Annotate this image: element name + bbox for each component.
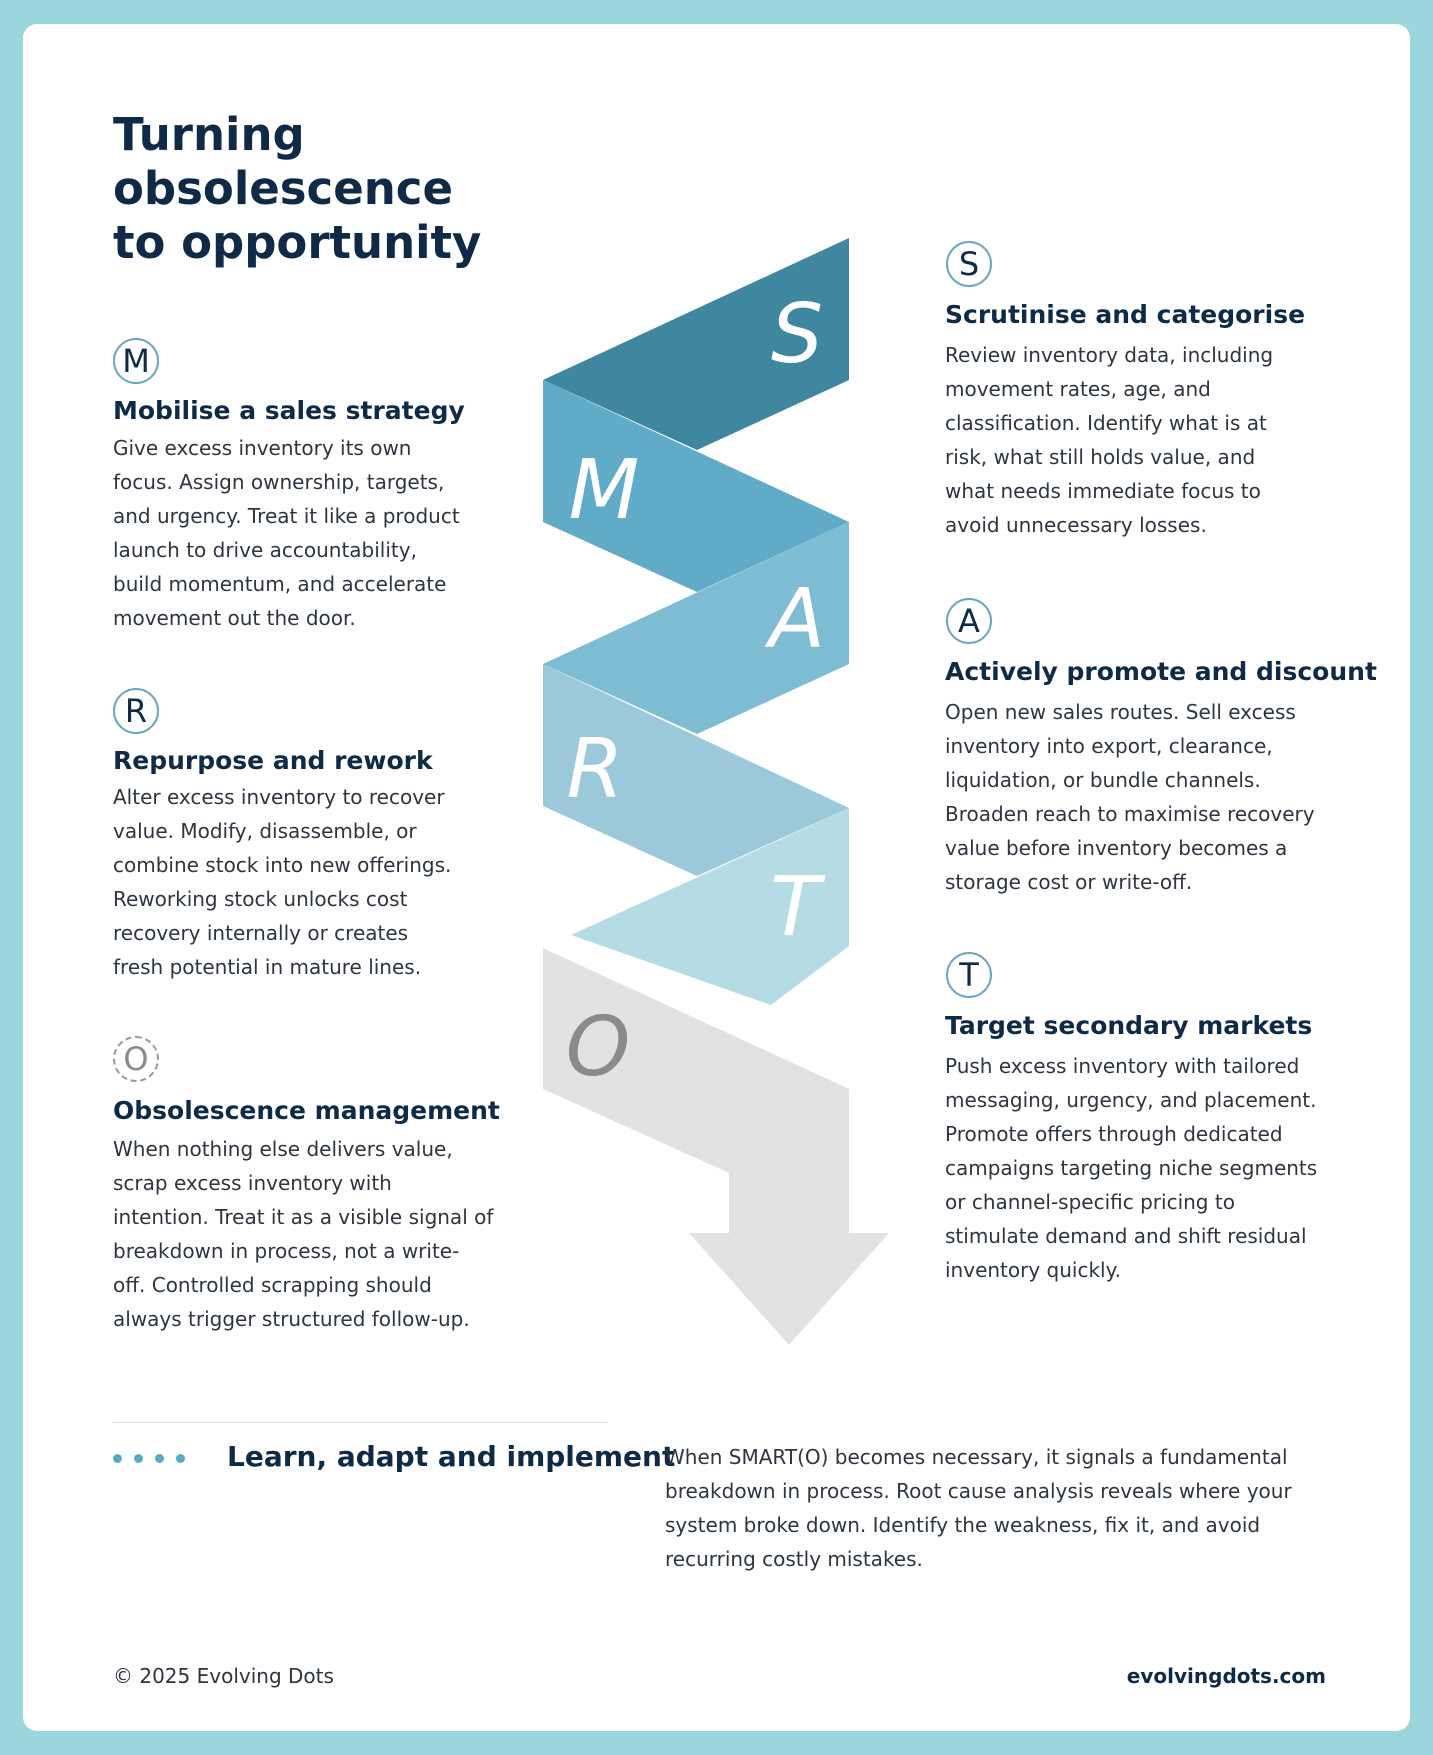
section-body-target-secondary: Push excess inventory with tailored messaging, urgency, and placement. Promote offers through dedicated campaigns targeting niche segments or channel-specific pricing to stimulate demand and shift residual inventory quickly. — [945, 1054, 1318, 1282]
dot — [113, 1454, 122, 1463]
section-body-scrutinise: Review inventory data, including movement rates, age, and classification. Identify what is at risk, what still holds value, and what needs immediate focus to avoid unnecessary losses. — [945, 343, 1274, 537]
section-title-mobilise: Mobilise a sales strategy — [113, 396, 465, 425]
section-title-actively-promote: Actively promote and discount — [945, 657, 1377, 686]
ribbon-letter-a: A — [768, 572, 826, 667]
ribbon-letter-o: O — [565, 1000, 631, 1095]
copyright: © 2025 Evolving Dots — [113, 1664, 334, 1688]
ribbon-letter-r: R — [566, 722, 624, 817]
letter-badge-o: O — [113, 1036, 159, 1082]
section-title-target-secondary: Target secondary markets — [945, 1011, 1313, 1040]
section-body-mobilise: Give excess inventory its own focus. Assign ownership, targets, and urgency. Treat it like a product launch to drive accountability, build momentum, and accelerate movement out the door. — [113, 436, 460, 630]
learn-title: Learn, adapt and implement — [227, 1440, 676, 1473]
letter-badge-t: T — [946, 952, 992, 998]
dots-icon — [113, 1454, 185, 1463]
section-title-scrutinise: Scrutinise and categorise — [945, 300, 1306, 329]
learn-body: When SMART(O) becomes necessary, it signals a fundamental breakdown in process. Root cause analysis reveals where your system broke down. Identify the weakness, fix it, and avoid recurring costly mistakes. — [665, 1445, 1292, 1571]
divider — [113, 1422, 607, 1423]
ribbon-letter-s: S — [770, 287, 824, 382]
section-body-actively-promote: Open new sales routes. Sell excess inventory into export, clearance, liquidation, or bundle channels. Broaden reach to maximise recovery value before inventory becomes a storage cost or write-off. — [945, 700, 1315, 894]
title-line: obsolescence — [113, 162, 453, 215]
section-body-obsolescence: When nothing else delivers value, scrap excess inventory with intention. Treat it as a visible signal of breakdown in process, not a write- off. Controlled scrapping should always trigger structured follow-up. — [113, 1137, 494, 1331]
dot — [176, 1454, 185, 1463]
letter-badge-m: M — [113, 338, 159, 384]
section-title-obsolescence: Obsolescence management — [113, 1096, 500, 1125]
dot — [155, 1454, 164, 1463]
section-body-repurpose: Alter excess inventory to recover value. Modify, disassemble, or combine stock into new offerings. Reworking stock unlocks cost recovery internally or creates fresh potential in mature lines. — [113, 785, 452, 979]
website-link[interactable]: evolvingdots.com — [1126, 1664, 1326, 1688]
title-line: Turning — [113, 108, 305, 161]
letter-badge-s: S — [946, 241, 992, 287]
section-title-repurpose: Repurpose and rework — [113, 746, 433, 775]
letter-badge-r: R — [113, 688, 159, 734]
ribbon-letter-m: M — [568, 443, 640, 538]
dot — [134, 1454, 143, 1463]
title-line: to opportunity — [113, 216, 482, 269]
letter-badge-a: A — [946, 598, 992, 644]
ribbon-letter-t: T — [769, 860, 821, 955]
